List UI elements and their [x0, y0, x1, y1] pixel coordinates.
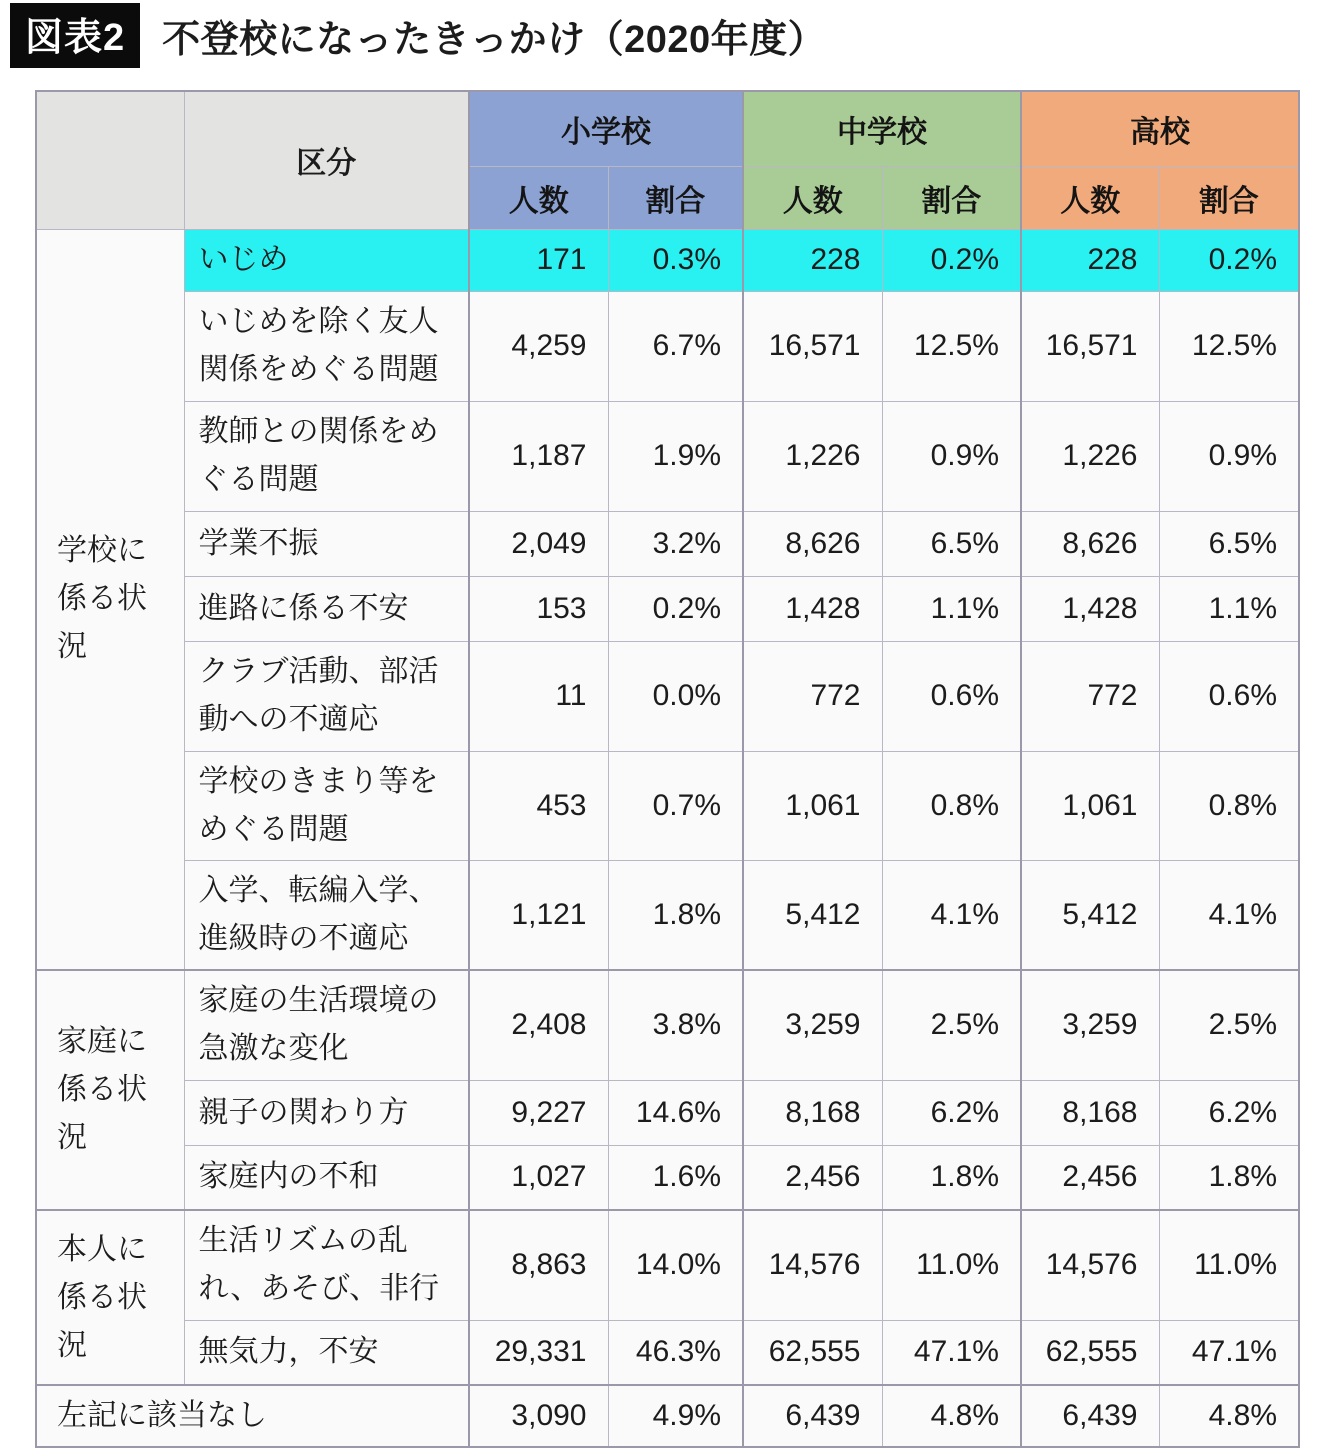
- elementary-count-cell: 29,331: [469, 1320, 608, 1385]
- high-school-ratio-cell: 0.8%: [1159, 751, 1299, 860]
- elementary-count-cell: 2,408: [469, 970, 608, 1080]
- junior-high-count-cell: 228: [743, 229, 882, 291]
- junior-high-count-cell: 2,456: [743, 1145, 882, 1210]
- junior-high-ratio-cell: 0.8%: [882, 751, 1021, 860]
- table-row: [36, 970, 1299, 1080]
- category-cell: 親子の関わり方: [184, 1080, 469, 1145]
- junior-high-count-cell: 62,555: [743, 1320, 882, 1385]
- high-school-count-cell: 14,576: [1021, 1210, 1159, 1320]
- header-row-schools: [36, 91, 1299, 166]
- elementary-ratio-cell: 3.2%: [608, 511, 743, 576]
- junior-high-ratio-cell: 47.1%: [882, 1320, 1021, 1385]
- junior-high-count-cell: 3,259: [743, 970, 882, 1080]
- elementary-ratio-cell: 4.9%: [608, 1385, 743, 1447]
- figure-title-text: 不登校になったきっかけ（2020年度）: [162, 18, 827, 61]
- high-school-count-cell: 5,412: [1021, 860, 1159, 970]
- category-cell: 生活リズムの乱れ、あそび、非行: [184, 1210, 469, 1320]
- high-school-count-cell: 6,439: [1021, 1385, 1159, 1447]
- high-school-ratio-cell: 12.5%: [1159, 291, 1299, 401]
- high-school-ratio-cell: 1.1%: [1159, 576, 1299, 641]
- junior-high-count-cell: 1,428: [743, 576, 882, 641]
- elementary-count-cell: 453: [469, 751, 608, 860]
- category-cell: 入学、転編入学、進級時の不適応: [184, 860, 469, 970]
- high-school-count-header: 人数: [1021, 166, 1159, 229]
- junior-high-ratio-cell: 0.6%: [882, 641, 1021, 751]
- junior-high-ratio-cell: 1.1%: [882, 576, 1021, 641]
- junior-high-ratio-cell: 12.5%: [882, 291, 1021, 401]
- elementary-count-cell: 2,049: [469, 511, 608, 576]
- category-column-header: 区分: [184, 91, 469, 229]
- table-row: [36, 511, 1299, 576]
- high-school-ratio-cell: 47.1%: [1159, 1320, 1299, 1385]
- elementary-ratio-cell: 0.0%: [608, 641, 743, 751]
- junior-high-ratio-cell: 1.8%: [882, 1145, 1021, 1210]
- category-cell: クラブ活動、部活動への不適応: [184, 641, 469, 751]
- category-cell: 無気力，不安: [184, 1320, 469, 1385]
- table-row: [36, 641, 1299, 751]
- category-cell: 家庭の生活環境の急激な変化: [184, 970, 469, 1080]
- elementary-ratio-cell: 46.3%: [608, 1320, 743, 1385]
- high-school-count-cell: 2,456: [1021, 1145, 1159, 1210]
- high-school-count-cell: 1,061: [1021, 751, 1159, 860]
- table-row: [36, 1145, 1299, 1210]
- junior-high-count-cell: 1,061: [743, 751, 882, 860]
- elementary-count-cell: 1,121: [469, 860, 608, 970]
- elementary-count-cell: 171: [469, 229, 608, 291]
- junior-high-ratio-cell: 4.8%: [882, 1385, 1021, 1447]
- junior-high-ratio-cell: 6.5%: [882, 511, 1021, 576]
- figure-title: [0, 0, 1340, 62]
- category-cell: 学校のきまり等をめぐる問題: [184, 751, 469, 860]
- elementary-ratio-cell: 6.7%: [608, 291, 743, 401]
- junior-high-count-cell: 16,571: [743, 291, 882, 401]
- header-high-school: 高校: [1021, 91, 1299, 166]
- high-school-count-cell: 8,168: [1021, 1080, 1159, 1145]
- category-cell: 家庭内の不和: [184, 1145, 469, 1210]
- school-refusal-trigger-table: [35, 90, 1300, 1448]
- category-cell: 教師との関係をめぐる問題: [184, 401, 469, 511]
- table-row-bullying: [36, 229, 1299, 291]
- elementary-count-cell: 11: [469, 641, 608, 751]
- high-school-count-cell: 1,428: [1021, 576, 1159, 641]
- high-school-ratio-cell: 6.5%: [1159, 511, 1299, 576]
- elementary-ratio-cell: 0.2%: [608, 576, 743, 641]
- table-row: [36, 1210, 1299, 1320]
- header-junior-high-school: 中学校: [743, 91, 1021, 166]
- elementary-count-cell: 1,027: [469, 1145, 608, 1210]
- elementary-count-cell: 9,227: [469, 1080, 608, 1145]
- table-row: [36, 291, 1299, 401]
- elementary-ratio-cell: 1.6%: [608, 1145, 743, 1210]
- high-school-count-cell: 16,571: [1021, 291, 1159, 401]
- elementary-count-header: 人数: [469, 166, 608, 229]
- row-group-personal-situation: 本人に係る状況: [36, 1210, 184, 1385]
- elementary-ratio-cell: 0.3%: [608, 229, 743, 291]
- junior-high-ratio-cell: 6.2%: [882, 1080, 1021, 1145]
- junior-high-ratio-cell: 0.2%: [882, 229, 1021, 291]
- high-school-count-cell: 772: [1021, 641, 1159, 751]
- category-cell: いじめを除く友人関係をめぐる問題: [184, 291, 469, 401]
- high-school-ratio-cell: 1.8%: [1159, 1145, 1299, 1210]
- elementary-ratio-cell: 1.9%: [608, 401, 743, 511]
- high-school-ratio-cell: 4.1%: [1159, 860, 1299, 970]
- elementary-ratio-cell: 3.8%: [608, 970, 743, 1080]
- high-school-count-cell: 3,259: [1021, 970, 1159, 1080]
- category-cell: 学業不振: [184, 511, 469, 576]
- elementary-ratio-cell: 14.6%: [608, 1080, 743, 1145]
- header-elementary-school: 小学校: [469, 91, 743, 166]
- elementary-count-cell: 4,259: [469, 291, 608, 401]
- junior-high-count-cell: 772: [743, 641, 882, 751]
- table-row: [36, 401, 1299, 511]
- table-row-none-of-above: [36, 1385, 1299, 1447]
- junior-high-count-cell: 6,439: [743, 1385, 882, 1447]
- high-school-ratio-header: 割合: [1159, 166, 1299, 229]
- figure-number-badge: 図表2: [10, 3, 140, 68]
- junior-high-count-cell: 1,226: [743, 401, 882, 511]
- high-school-count-cell: 1,226: [1021, 401, 1159, 511]
- junior-high-ratio-cell: 2.5%: [882, 970, 1021, 1080]
- high-school-count-cell: 62,555: [1021, 1320, 1159, 1385]
- junior-high-count-cell: 14,576: [743, 1210, 882, 1320]
- high-school-ratio-cell: 0.9%: [1159, 401, 1299, 511]
- high-school-count-cell: 228: [1021, 229, 1159, 291]
- high-school-ratio-cell: 11.0%: [1159, 1210, 1299, 1320]
- table-row: [36, 1320, 1299, 1385]
- junior-high-count-cell: 8,168: [743, 1080, 882, 1145]
- row-group-family-situation: 家庭に係る状況: [36, 970, 184, 1210]
- high-school-ratio-cell: 0.6%: [1159, 641, 1299, 751]
- high-school-ratio-cell: 4.8%: [1159, 1385, 1299, 1447]
- category-cell: 進路に係る不安: [184, 576, 469, 641]
- elementary-ratio-cell: 14.0%: [608, 1210, 743, 1320]
- elementary-count-cell: 3,090: [469, 1385, 608, 1447]
- elementary-count-cell: 1,187: [469, 401, 608, 511]
- junior-high-count-cell: 5,412: [743, 860, 882, 970]
- high-school-ratio-cell: 2.5%: [1159, 970, 1299, 1080]
- junior-high-ratio-header: 割合: [882, 166, 1021, 229]
- junior-high-count-cell: 8,626: [743, 511, 882, 576]
- junior-high-count-header: 人数: [743, 166, 882, 229]
- elementary-count-cell: 8,863: [469, 1210, 608, 1320]
- junior-high-ratio-cell: 4.1%: [882, 860, 1021, 970]
- junior-high-ratio-cell: 0.9%: [882, 401, 1021, 511]
- table-row: [36, 1080, 1299, 1145]
- elementary-ratio-cell: 0.7%: [608, 751, 743, 860]
- elementary-count-cell: 153: [469, 576, 608, 641]
- table-row: [36, 860, 1299, 970]
- high-school-count-cell: 8,626: [1021, 511, 1159, 576]
- junior-high-ratio-cell: 11.0%: [882, 1210, 1021, 1320]
- corner-cell: [36, 91, 184, 229]
- elementary-ratio-cell: 1.8%: [608, 860, 743, 970]
- table-row: [36, 751, 1299, 860]
- footer-category-cell: 左記に該当なし: [36, 1385, 469, 1447]
- category-cell: いじめ: [184, 229, 469, 291]
- row-group-school-situation: 学校に係る状況: [36, 229, 184, 970]
- high-school-ratio-cell: 6.2%: [1159, 1080, 1299, 1145]
- elementary-ratio-header: 割合: [608, 166, 743, 229]
- high-school-ratio-cell: 0.2%: [1159, 229, 1299, 291]
- table-row: [36, 576, 1299, 641]
